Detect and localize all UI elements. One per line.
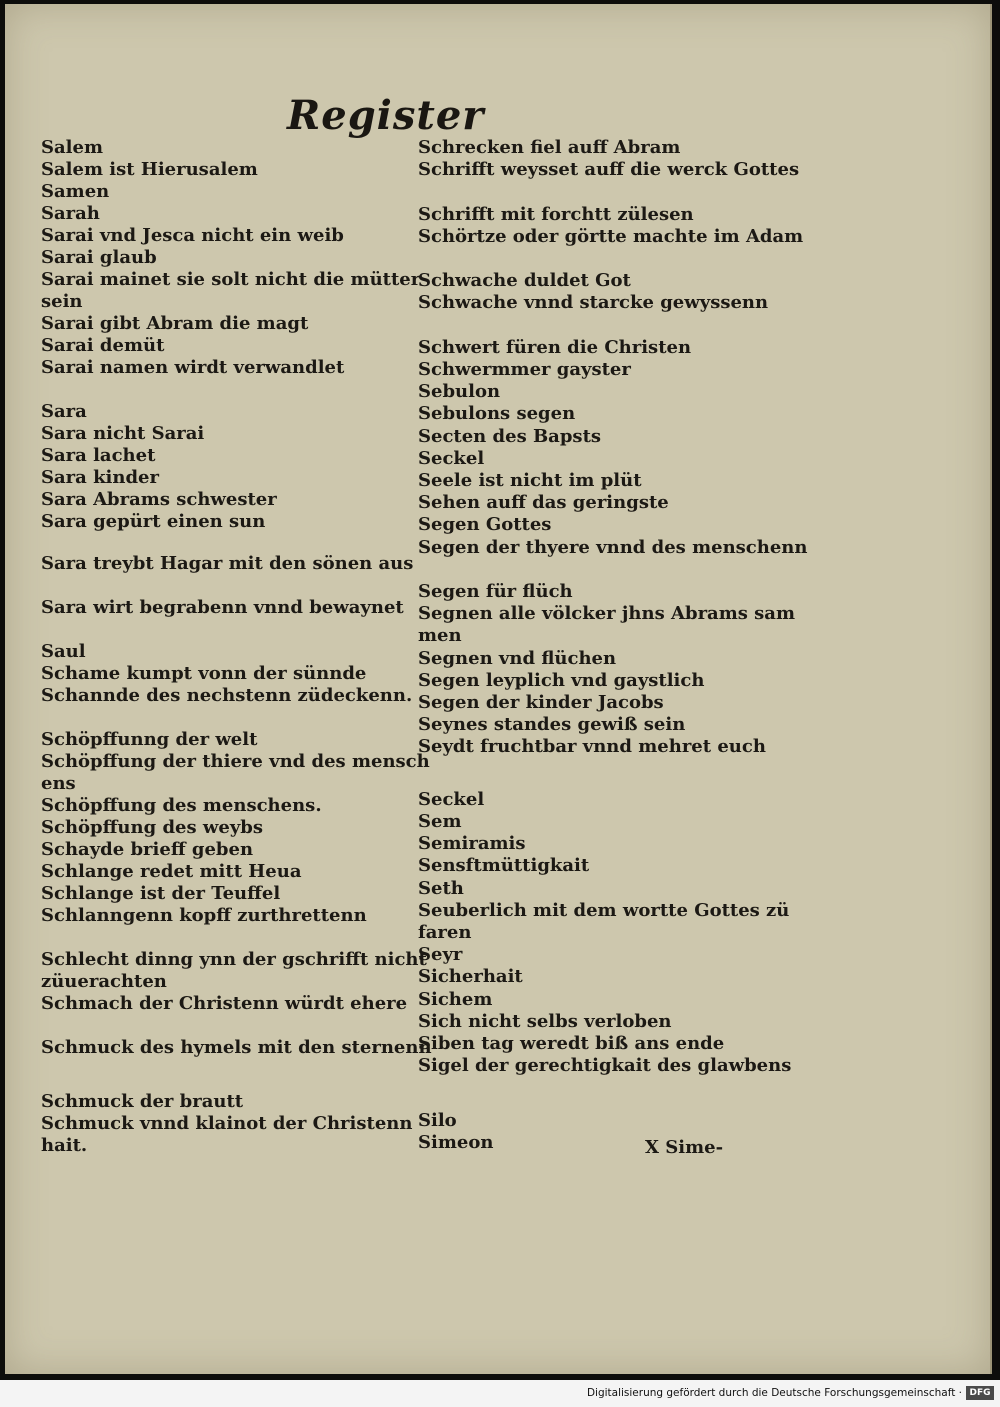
index-entry: Semiramis (418, 833, 526, 855)
scanned-page (5, 4, 992, 1374)
index-entry: Schlecht dinng ynn der gschrifft nicht (41, 949, 427, 970)
index-entry: Schwache duldet Got (418, 270, 631, 292)
index-entry: Sigel der gerechtigkait des glawbens (418, 1055, 792, 1077)
footer-credit: Digitalisierung gefördert durch die Deutsche Forschungsgemeinschaft · (586, 1387, 962, 1399)
index-entry: Schrecken fiel auff Abram (418, 137, 681, 158)
index-entry: Schöpffung des weybs (41, 817, 264, 838)
index-entry: Sich nicht selbs verloben (418, 1010, 672, 1032)
index-entry: Sicherhait (418, 966, 523, 988)
index-entry: Schöpffung des menschens. (41, 795, 322, 816)
footer-bar (0, 1380, 1000, 1407)
index-entry: Seyr (418, 944, 463, 966)
index-entry: Sebulon (418, 381, 501, 403)
index-entry: Sara wirt begrabenn vnnd bewaynet (41, 597, 404, 618)
index-entry: Schrifft mit forchtt zülesen (418, 203, 694, 225)
index-entry: ens (41, 773, 76, 794)
index-entry: Sarai demüt (41, 335, 165, 356)
page-title: Register (287, 92, 485, 139)
index-entry: Schmuck der brautt (41, 1091, 244, 1112)
index-entry: Schwermmer gayster (418, 359, 631, 380)
index-entry: Sara treybt Hagar mit den sönen aus (41, 553, 414, 574)
index-entry: Sara (41, 401, 87, 422)
index-entry: Simeon (418, 1131, 494, 1153)
index-entry: Sensftmüttigkait (418, 855, 590, 877)
index-entry: Schlange ist der Teuffel (41, 883, 281, 904)
index-entry: Segnen alle völcker jhns Abrams sam (418, 603, 795, 625)
index-entry: Schwert füren die Christen (418, 336, 692, 358)
index-entry: Schlange redet mitt Heua (41, 861, 302, 882)
index-entry: Sehen auff das geringste (418, 492, 669, 514)
index-entry: Schmach der Christenn würdt ehere (41, 993, 408, 1014)
index-entry: Sarai mainet sie solt nicht die mütter (41, 269, 421, 290)
index-entry: faren (418, 922, 472, 943)
index-entry: Saul (41, 641, 86, 662)
index-entry: Schmuck des hymels mit den sternenn (41, 1037, 432, 1058)
index-entry: Sarai vnd Jesca nicht ein weib (41, 225, 344, 246)
index-entry: Sem (418, 811, 462, 832)
index-entry: Segen Gottes (418, 514, 552, 536)
index-entry: Schrifft weysset auff die werck Gottes (418, 159, 800, 181)
index-entry: Silo (418, 1109, 457, 1131)
index-entry: Sara kinder (41, 467, 159, 488)
index-entry: Sarai namen wirdt verwandlet (41, 357, 345, 378)
index-entry: Schörtze oder görtte machte im Adam (418, 225, 804, 247)
index-entry: Segen der thyere vnnd des menschenn (418, 536, 808, 558)
index-entry: Sarai gibt Abram die magt (41, 313, 309, 334)
index-entry: Sichem (418, 988, 493, 1010)
index-entry: Seele ist nicht im plüt (418, 470, 642, 491)
index-entry: Segen leyplich vnd gaystlich (418, 669, 705, 691)
index-entry: hait. (41, 1135, 88, 1156)
index-entry: Schwache vnnd starcke gewyssenn (418, 292, 769, 314)
index-entry: Sara lachet (41, 445, 156, 466)
index-entry: Sarai glaub (41, 247, 157, 268)
index-entry: Sara nicht Sarai (41, 423, 205, 444)
index-entry: Sara gepürt einen sun (41, 511, 266, 532)
catchword: X Sime- (645, 1137, 724, 1158)
dfg-logo: DFG (966, 1386, 994, 1400)
index-entry: sein (41, 291, 83, 312)
index-entry: Seckel (418, 447, 485, 469)
index-entry: Schame kumpt vonn der sünnde (41, 663, 367, 684)
index-entry: Salem ist Hierusalem (41, 159, 258, 180)
index-entry: Salem (41, 137, 103, 158)
index-entry: Schöpffunng der welt (41, 729, 258, 750)
index-entry: Sara Abrams schwester (41, 489, 277, 510)
index-entry: Sarah (41, 203, 100, 224)
index-entry: Schannde des nechstenn züdeckenn. (41, 685, 413, 706)
index-entry: Samen (41, 181, 110, 202)
index-entry: Segen für flüch (418, 581, 573, 602)
index-entry: Sebulons segen (418, 403, 576, 425)
index-entry: Seckel (418, 788, 485, 810)
index-entry: Schmuck vnnd klainot der Christenn (41, 1113, 413, 1134)
index-entry: Seth (418, 877, 464, 899)
index-entry: Seynes standes gewiß sein (418, 714, 686, 736)
index-entry: züuerachten (41, 971, 167, 992)
index-entry: men (418, 625, 462, 647)
index-entry: Segnen vnd flüchen (418, 647, 617, 669)
index-entry: Seydt fruchtbar vnnd mehret euch (418, 736, 766, 758)
index-entry: Schlanngenn kopff zurthrettenn (41, 905, 367, 926)
index-entry: Segen der kinder Jacobs (418, 692, 664, 713)
index-entry: Secten des Bapsts (418, 425, 602, 447)
index-entry: Schayde brieff geben (41, 839, 254, 860)
index-entry: Seuberlich mit dem wortte Gottes zü (418, 899, 790, 921)
index-entry: Siben tag weredt biß ans ende (418, 1033, 725, 1054)
index-entry: Schöpffung der thiere vnd des mensch (41, 751, 430, 772)
